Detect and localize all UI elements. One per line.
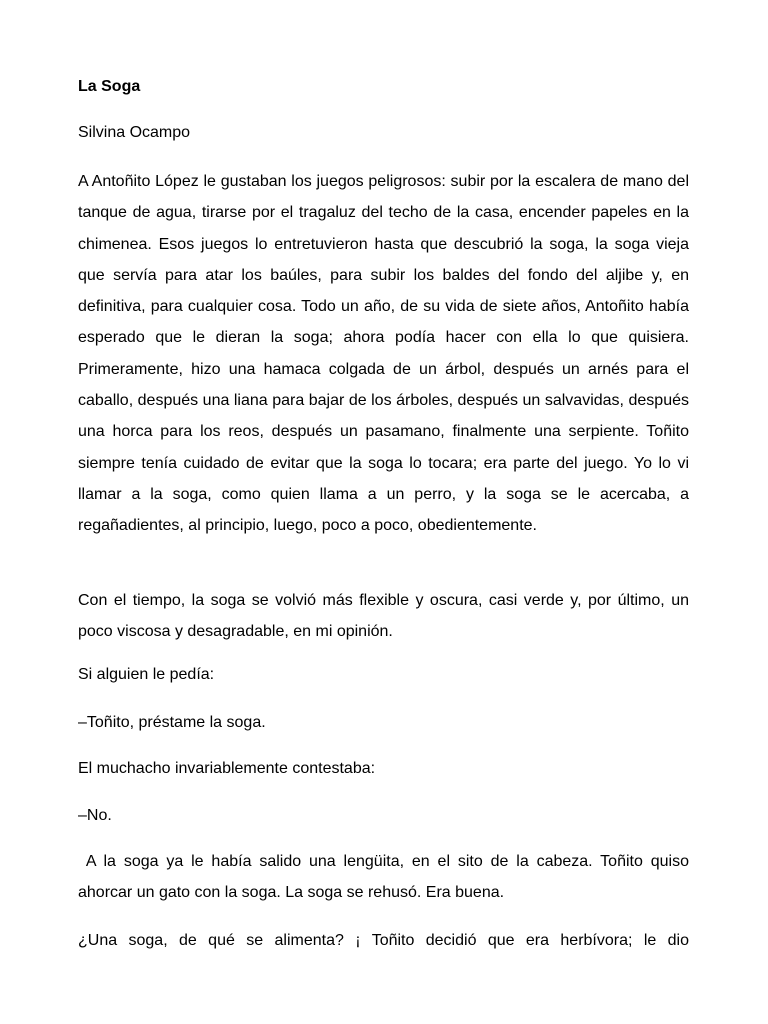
- paragraph: Con el tiempo, la soga se volvió más flexible y oscura, casi verde y, por último, un poco viscosa y desagradable, en mi opinión.: [78, 592, 689, 641]
- document-author: Silvina Ocampo: [78, 124, 191, 141]
- paragraph: A Antoñito López le gustaban los juegos peligrosos: subir por la escalera de mano del tanque de agua, tirarse por el tragaluz del techo de la casa, encender papeles en la chimenea. Esos juegos lo entretuvieron hasta que descubrió la soga, la soga vieja que servía para atar los baúles, para subir los baldes del fondo del aljibe y, en definitiva, para cualquier cosa. Todo un año, de su vida de siete años, Antoñito había esperado que le dieran la soga; ahora podía hacer con ella lo que quisiera. Primeramente, hizo una hamaca colgada de un árbol, después un arnés para el caballo, después una liana para bajar de los árboles, después un salvavidas, después una horca para los reos, después un pasamano, finalmente una serpiente. Toñito siempre tenía cuidado de evitar que la soga lo tocara; era parte del juego. Yo lo vi llamar a la soga, como quien llama a un perro, y la soga se le acercaba, a regañadientes, al principio, luego, poco a poco, obedientemente.: [78, 173, 689, 535]
- dialogue-line: –No.: [78, 807, 112, 824]
- paragraph: El muchacho invariablemente contestaba:: [78, 760, 376, 777]
- paragraph: A la soga ya le había salido una lengüita, en el sito de la cabeza. Toñito quiso ahorcar un gato con la soga. La soga se rehusó. Era buena.: [78, 853, 694, 902]
- paragraph: ¿Una soga, de qué se alimenta? ¡ Toñito decidió que era herbívora; le dio: [78, 932, 689, 949]
- document-page: [78, 0, 694, 1024]
- paragraph: Si alguien le pedía:: [78, 666, 215, 683]
- dialogue-line: –Toñito, préstame la soga.: [78, 714, 266, 731]
- document-title: La Soga: [78, 78, 141, 95]
